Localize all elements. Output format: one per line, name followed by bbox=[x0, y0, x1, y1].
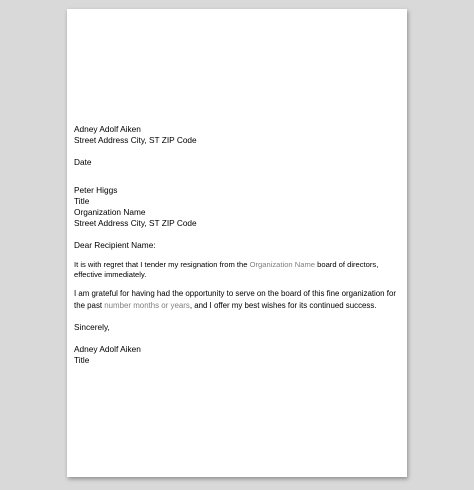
date-block bbox=[74, 157, 400, 168]
signature-name: Adney Adolf Aiken bbox=[74, 344, 141, 355]
duration-placeholder: number months or years bbox=[104, 300, 190, 310]
signature-block bbox=[74, 344, 400, 366]
salutation-block bbox=[74, 240, 400, 251]
recipient-organization: Organization Name bbox=[74, 207, 146, 218]
letter-content bbox=[74, 124, 400, 366]
letter-page bbox=[67, 9, 407, 477]
salutation: Dear Recipient Name: bbox=[74, 240, 156, 251]
recipient-name: Peter Higgs bbox=[74, 184, 118, 195]
closing-block bbox=[74, 322, 400, 333]
letter-date: Date bbox=[74, 157, 92, 168]
sender-block bbox=[74, 124, 400, 146]
sender-address: Street Address City, ST ZIP Code bbox=[74, 135, 197, 146]
paragraph1-text-after: board of directors, effective immediately. bbox=[74, 259, 379, 280]
closing: Sincerely, bbox=[74, 321, 110, 332]
paragraph-resignation bbox=[74, 260, 400, 281]
paragraph2-text-before: I am grateful for having had the opportunity to serve on the board of this fine organization for the past bbox=[74, 289, 396, 310]
recipient-address: Street Address City, ST ZIP Code bbox=[74, 218, 197, 229]
recipient-block bbox=[74, 185, 400, 230]
signature-title: Title bbox=[74, 355, 90, 366]
organization-name-placeholder: Organization Name bbox=[249, 259, 316, 269]
recipient-title: Title bbox=[74, 195, 90, 206]
paragraph2-text-after: , and I offer my best wishes for its continued success. bbox=[189, 300, 377, 310]
paragraph1-text-before: It is with regret that I tender my resignation from the bbox=[74, 259, 250, 269]
paragraph-gratitude bbox=[74, 288, 400, 310]
sender-name: Adney Adolf Aiken bbox=[74, 124, 141, 134]
